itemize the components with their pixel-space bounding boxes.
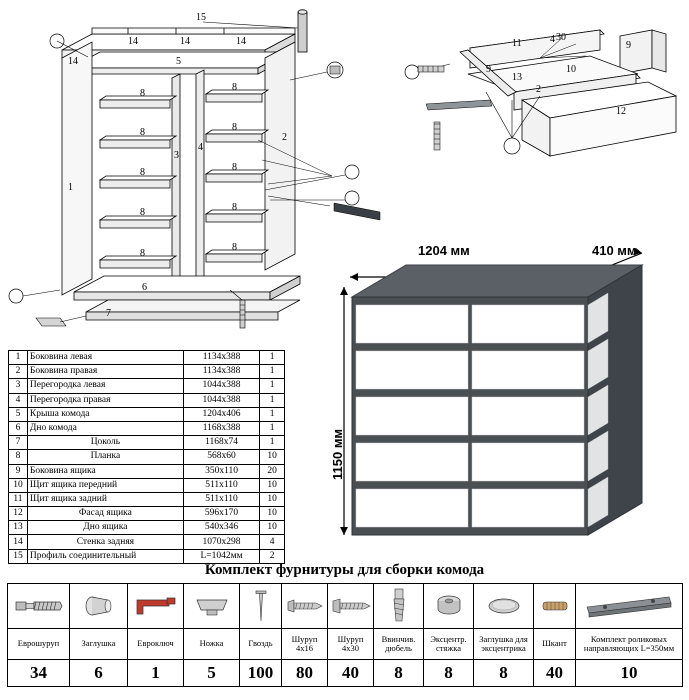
svg-text:10: 10: [566, 64, 576, 75]
part-qty: 1: [260, 351, 285, 365]
part-number: 10: [9, 478, 28, 492]
dowel-icon-cell: [374, 584, 424, 629]
fitting-label: Еврошуруп: [8, 629, 70, 660]
part-number: 12: [9, 507, 28, 521]
part-name: Крыша комода: [27, 407, 183, 421]
svg-text:8: 8: [232, 242, 237, 253]
screw4x30-icon-cell: [328, 584, 374, 629]
part-size: 1168х74: [183, 436, 259, 450]
screw4x16-icon: [286, 597, 324, 615]
fittings-label-row: [8, 629, 683, 660]
svg-text:8: 8: [140, 207, 145, 218]
eccentric-cap-icon: [486, 596, 522, 616]
svg-text:4: 4: [198, 142, 203, 153]
part-qty: 2: [260, 549, 285, 563]
table-row: [9, 535, 285, 549]
part-size: 1134х388: [183, 365, 259, 379]
eurokey-icon-cell: [128, 584, 184, 629]
part-name: Дно ящика: [27, 521, 183, 535]
part-size: 1044х388: [183, 393, 259, 407]
part-number: 13: [9, 521, 28, 535]
part-size: 1204х406: [183, 407, 259, 421]
table-row: [9, 492, 285, 506]
part-number: 11: [9, 492, 28, 506]
part-name: Боковина левая: [27, 351, 183, 365]
fitting-count: 40: [328, 660, 374, 687]
part-size: 511х110: [183, 478, 259, 492]
cap-icon: [82, 595, 116, 617]
part-size: 1070х298: [183, 535, 259, 549]
svg-text:8: 8: [232, 122, 237, 133]
svg-text:14: 14: [128, 36, 138, 47]
table-row: [9, 365, 285, 379]
part-number: 8: [9, 450, 28, 464]
part-qty: 4: [260, 535, 285, 549]
fitting-count: 34: [8, 660, 70, 687]
svg-text:7: 7: [106, 308, 111, 319]
part-number: 2: [9, 365, 28, 379]
foot-icon: [191, 594, 233, 618]
svg-text:11: 11: [512, 38, 522, 49]
table-row: [9, 450, 285, 464]
part-number: 3: [9, 379, 28, 393]
part-number: 4: [9, 393, 28, 407]
fitting-label: Гвоздь: [240, 629, 282, 660]
slides-icon-cell: [576, 584, 683, 629]
table-row: [9, 478, 285, 492]
fitting-count: 6: [70, 660, 128, 687]
part-size: 540х346: [183, 521, 259, 535]
svg-text:6: 6: [142, 282, 147, 293]
eccentric-icon: [433, 593, 465, 619]
svg-text:9: 9: [626, 40, 631, 51]
svg-text:15: 15: [196, 12, 206, 23]
fitting-label: Шуруп 4х16: [282, 629, 328, 660]
cap-icon-cell: [70, 584, 128, 629]
eccentric-icon-cell: [424, 584, 474, 629]
svg-text:12: 12: [616, 106, 626, 117]
part-name: Боковина правая: [27, 365, 183, 379]
width-dimension-label: 1204 мм: [418, 243, 470, 258]
fitting-label: Ввинчив. дюбель: [374, 629, 424, 660]
part-size: 1168х388: [183, 421, 259, 435]
fitting-label: Заглушка: [70, 629, 128, 660]
part-qty: 10: [260, 507, 285, 521]
fitting-label: Заглушка для эксцентрика: [474, 629, 534, 660]
fitting-count: 8: [424, 660, 474, 687]
part-number: 15: [9, 549, 28, 563]
svg-text:8: 8: [232, 162, 237, 173]
svg-text:14: 14: [236, 36, 246, 47]
part-qty: 10: [260, 521, 285, 535]
part-number: 14: [9, 535, 28, 549]
part-name: Перегородка левая: [27, 379, 183, 393]
part-name: Профиль соединительный: [27, 549, 183, 563]
part-name: Планка: [27, 450, 183, 464]
fitting-label: Шкант: [534, 629, 576, 660]
part-name: Боковина ящика: [27, 464, 183, 478]
svg-text:1: 1: [68, 182, 73, 193]
svg-text:4: 4: [550, 34, 555, 45]
table-row: [9, 436, 285, 450]
chest-3d-render: [330, 235, 685, 555]
fitting-count: 8: [474, 660, 534, 687]
svg-text:2: 2: [536, 84, 541, 95]
fitting-count: 8: [374, 660, 424, 687]
table-row: [9, 351, 285, 365]
part-qty: 10: [260, 492, 285, 506]
fitting-label: Ножка: [184, 629, 240, 660]
fittings-icon-row: [8, 584, 683, 629]
svg-text:8: 8: [140, 88, 145, 99]
table-row: [9, 521, 285, 535]
part-name: Щит ящика передний: [27, 478, 183, 492]
fitting-count: 80: [282, 660, 328, 687]
part-size: L=1042мм: [183, 549, 259, 563]
fitting-count: 1: [128, 660, 184, 687]
svg-text:8: 8: [140, 127, 145, 138]
part-qty: 1: [260, 379, 285, 393]
fittings-table: [7, 583, 683, 687]
svg-text:8: 8: [140, 167, 145, 178]
part-number: 1: [9, 351, 28, 365]
part-size: 1044х388: [183, 379, 259, 393]
part-number: 9: [9, 464, 28, 478]
fitting-count: 100: [240, 660, 282, 687]
part-name: Дно комода: [27, 421, 183, 435]
fitting-label: Комплект роликовых направляющих L=350мм: [576, 629, 683, 660]
part-number: 7: [9, 436, 28, 450]
part-name: Цоколь: [27, 436, 183, 450]
svg-text:30: 30: [556, 32, 566, 43]
svg-text:9: 9: [486, 64, 491, 75]
part-qty: 1: [260, 436, 285, 450]
screw4x16-icon-cell: [282, 584, 328, 629]
part-size: 350х110: [183, 464, 259, 478]
part-number: 6: [9, 421, 28, 435]
svg-text:2: 2: [282, 132, 287, 143]
parts-table: [8, 350, 285, 564]
euroscrew-icon: [14, 596, 64, 616]
fittings-count-row: [8, 660, 683, 687]
part-qty: 1: [260, 365, 285, 379]
svg-text:3: 3: [174, 150, 179, 161]
part-qty: 1: [260, 421, 285, 435]
screw4x30-icon: [331, 597, 371, 615]
svg-text:8: 8: [232, 82, 237, 93]
exploded-drawer-diagram: [390, 0, 689, 180]
part-qty: 10: [260, 450, 285, 464]
part-qty: 1: [260, 407, 285, 421]
part-number: 5: [9, 407, 28, 421]
svg-text:14: 14: [180, 36, 190, 47]
part-size: 596х170: [183, 507, 259, 521]
svg-text:8: 8: [232, 202, 237, 213]
table-row: [9, 464, 285, 478]
slides-icon: [583, 593, 675, 619]
table-row: [9, 421, 285, 435]
table-row: [9, 379, 285, 393]
part-name: Щит ящика задний: [27, 492, 183, 506]
table-row: [9, 393, 285, 407]
fitting-count: 40: [534, 660, 576, 687]
svg-text:5: 5: [176, 56, 181, 67]
fitting-label: Евроключ: [128, 629, 184, 660]
dowel-pin-icon: [538, 598, 572, 614]
euroscrew-icon-cell: [8, 584, 70, 629]
part-qty: 1: [260, 393, 285, 407]
nail-icon-cell: [240, 584, 282, 629]
nail-icon: [253, 589, 269, 623]
part-size: 568х60: [183, 450, 259, 464]
dowel-pin-icon-cell: [534, 584, 576, 629]
height-dimension-label: 1150 мм: [330, 428, 345, 480]
part-size: 1134х388: [183, 351, 259, 365]
fitting-label: Эксцентр. стяжка: [424, 629, 474, 660]
part-qty: 20: [260, 464, 285, 478]
eccentric-cap-icon-cell: [474, 584, 534, 629]
fitting-label: Шуруп 4х30: [328, 629, 374, 660]
fitting-count: 5: [184, 660, 240, 687]
svg-text:8: 8: [140, 248, 145, 259]
part-size: 511х110: [183, 492, 259, 506]
part-name: Перегородка правая: [27, 393, 183, 407]
fittings-title: Комплект фурнитуры для сборки комода: [204, 562, 485, 578]
fitting-count: 10: [576, 660, 683, 687]
svg-text:14: 14: [68, 56, 78, 67]
part-name: Стенка задняя: [27, 535, 183, 549]
depth-dimension-label: 410 мм: [592, 243, 637, 258]
svg-text:13: 13: [512, 72, 522, 83]
part-name: Фасад ящика: [27, 507, 183, 521]
parts-table-body: [9, 351, 285, 564]
part-qty: 10: [260, 478, 285, 492]
foot-icon-cell: [184, 584, 240, 629]
table-row: [9, 507, 285, 521]
eurokey-icon: [133, 594, 179, 618]
table-row: [9, 407, 285, 421]
dowel-icon: [390, 587, 408, 625]
